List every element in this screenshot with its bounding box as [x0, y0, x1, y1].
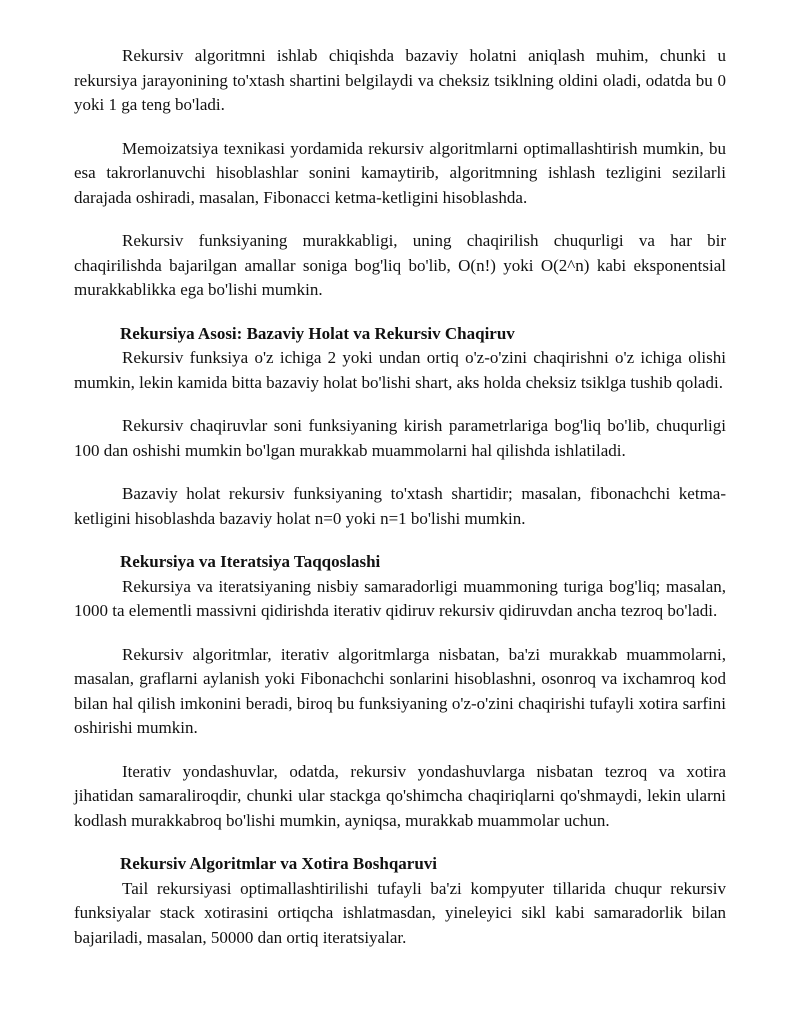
- section1-paragraph-1: Rekursiv funksiya o'z ichiga 2 yoki undan ortiq o'z-o'zini chaqirishni o'z ichiga olishi mumkin, lekin kamida bitta bazaviy holat bo'lishi shart, aks holda cheksiz tsiklga tushib qoladi.: [74, 348, 726, 392]
- section3-paragraph-1: Tail rekursiyasi optimallashtirilishi tufayli ba'zi kompyuter tillarida chuqur rekursiv funksiyalar stack xotirasini ortiqcha ishlatmasdan, yineleyici sikl kabi samaradorlik bilan bajariladi, masalan, 50000 dan ortiq iteratsiyalar.: [74, 878, 726, 947]
- section2-paragraph-1: Rekursiya va iteratsiyaning nisbiy samaradorligi muammoning turiga bog'liq; masalan, 1000 ta elementli massivni qidirishda iterativ qidiruv rekursiv qidiruvdan ancha tezroq bo'ladi.: [74, 576, 726, 620]
- document-page: [74, 44, 726, 969]
- intro-paragraph-3: Rekursiv funksiyaning murakkabligi, uning chaqirilish chuqurligi va har bir chaqirilishda bajarilgan amallar soniga bog'liq bo'lib, O(n!) yoki O(2^n) kabi eksponentsial murakkablikka ega bo'lishi mumkin.: [74, 231, 726, 299]
- intro-paragraph-1: Rekursiv algoritmni ishlab chiqishda bazaviy holatni aniqlash muhim, chunki u rekursiya jarayonining to'xtash shartini belgilaydi va cheksiz tsiklning oldini oladi, odatda bu 0 yoki 1 ga teng bo'ladi.: [74, 46, 726, 114]
- section1-paragraph-3: Bazaviy holat rekursiv funksiyaning to'xtash shartidir; masalan, fibonachchi ketma-ketligini hisoblashda bazaviy holat n=0 yoki n=1 bo'lishi mumkin.: [74, 484, 726, 528]
- section-heading-recursion-vs-iteration: Rekursiya va Iteratsiya Taqqoslashi: [120, 552, 381, 571]
- section1-paragraph-2: Rekursiv chaqiruvlar soni funksiyaning kirish parametrlariga bog'liq bo'lib, chuqurligi 100 dan oshishi mumkin bo'lgan murakkab muammolarni hal qilishda ishlatiladi.: [74, 416, 726, 460]
- intro-paragraph-2: Memoizatsiya texnikasi yordamida rekursiv algoritmlarni optimallashtirish mumkin, bu esa takrorlanuvchi hisoblashlar sonini kamaytirib, algoritmning ishlash tezligini sezilarli darajada oshiradi, masalan, Fibonacci ketma-ketligini hisoblashda.: [74, 138, 726, 207]
- section2-paragraph-3: Iterativ yondashuvlar, odatda, rekursiv yondashuvlarga nisbatan tezroq va xotira jihatidan samaraliroqdir, chunki ular stackga qo'shimcha chaqiriqlarni qo'shmaydi, lekin ularni kodlash murakkabroq bo'lishi mumkin, ayniqsa, murakkab muammolar uchun.: [74, 761, 726, 830]
- section2-paragraph-2: Rekursiv algoritmlar, iterativ algoritmlarga nisbatan, ba'zi murakkab muammolarni, masalan, graflarni aylanish yoki Fibonachchi sonlarini hisoblashni, osonroq va ixchamroq kod bilan hal qilish imkonini beradi, biroq bu funksiyaning o'z-o'zini chaqirishi tufayli xotira sarfini oshirishi mumkin.: [74, 644, 726, 737]
- section-heading-recursion-basis: Rekursiya Asosi: Bazaviy Holat va Rekursiv Chaqiruv: [120, 323, 515, 343]
- section-heading-memory-management: Rekursiv Algoritmlar va Xotira Boshqaruvi: [120, 854, 438, 873]
